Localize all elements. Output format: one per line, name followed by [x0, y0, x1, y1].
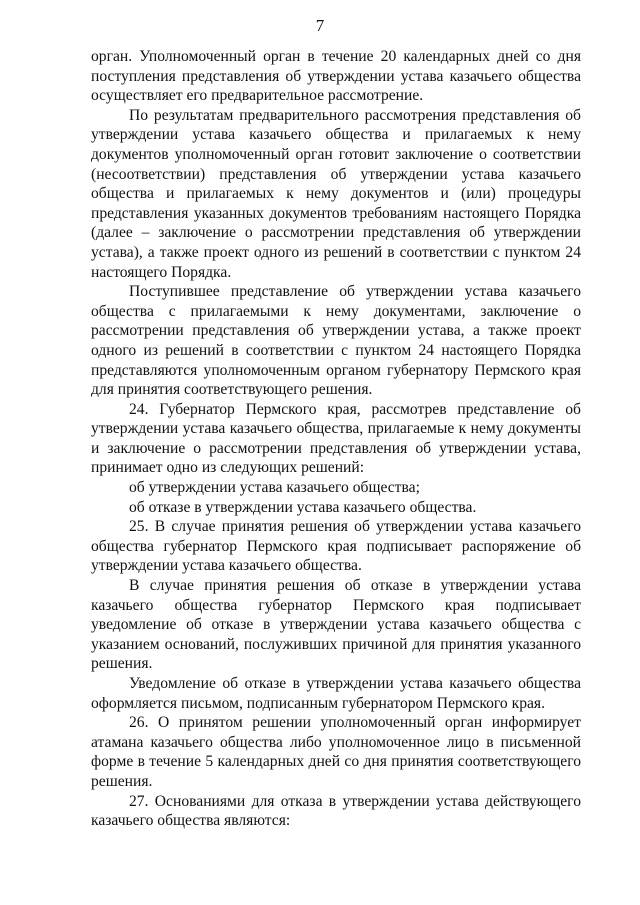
list-item-approval: об утверждении устава казачьего общества;	[129, 479, 420, 497]
page-number: 7	[315, 16, 325, 35]
document-body	[91, 47, 581, 831]
paragraph-item-26: 26. О принятом решении уполномоченный орган информирует атамана казачьего общества либо уполномоченное лицо в письменной форме в течение 5 календарных дней со дня принятия соответствующего решения.	[91, 714, 581, 790]
paragraph-notice-format: Уведомление об отказе в утверждении устава казачьего общества оформляется письмом, подписанным губернатором Пермского края.	[91, 675, 581, 712]
list-item-refusal: об отказе в утверждении устава казачьего общества.	[129, 498, 477, 516]
paragraph-submission-to-governor: Поступившее представление об утверждении устава казачьего общества с прилагаемыми к нему документами, заключение о рассмотрении представления об утверждении устава, а также проект одного из решений в соответствии с пунктом 24 настоящего Порядка представляются уполномоченным органом губернатору Пермского края для принятия соответствующего решения.	[91, 283, 581, 399]
paragraph-review-results: По результатам предварительного рассмотрения представления об утверждении устава казачьего общества и прилагаемых к нему документов уполномоченный орган готовит заключение о соответствии (несоответствии) представления об утверждении устава казачьего общества и прилагаемых к нему документов и (или) процедуры представления указанных документов требованиям настоящего Порядка (далее – заключение о рассмотрении представления об утверждении устава), а также проект одного из решений в соответствии с пунктом 24 настоящего Порядка.	[91, 106, 581, 281]
paragraph-item-25: 25. В случае принятия решения об утверждении устава казачьего общества губернатор Пермского края подписывает распоряжение об утверждении устава казачьего общества.	[91, 518, 581, 575]
paragraph-item-24: 24. Губернатор Пермского края, рассмотрев представление об утверждении устава казачьего общества, прилагаемые к нему документы и заключение о рассмотрении представления об утверждении устава, принимает одно из следующих решений:	[91, 400, 581, 477]
paragraph-continuation: орган. Уполномоченный орган в течение 20 календарных дней со дня поступления представления об утверждении устава казачьего общества осуществляет его предварительное рассмотрение.	[91, 48, 581, 105]
paragraph-refusal-notice: В случае принятия решения об отказе в утверждении устава казачьего общества губернатор Пермского края подписывает уведомление об отказе в утверждении устава казачьего общества с указанием оснований, послуживших причиной для принятия указанного решения.	[91, 577, 581, 673]
paragraph-item-27: 27. Основаниями для отказа в утверждении устава действующего казачьего общества являются:	[91, 792, 581, 830]
